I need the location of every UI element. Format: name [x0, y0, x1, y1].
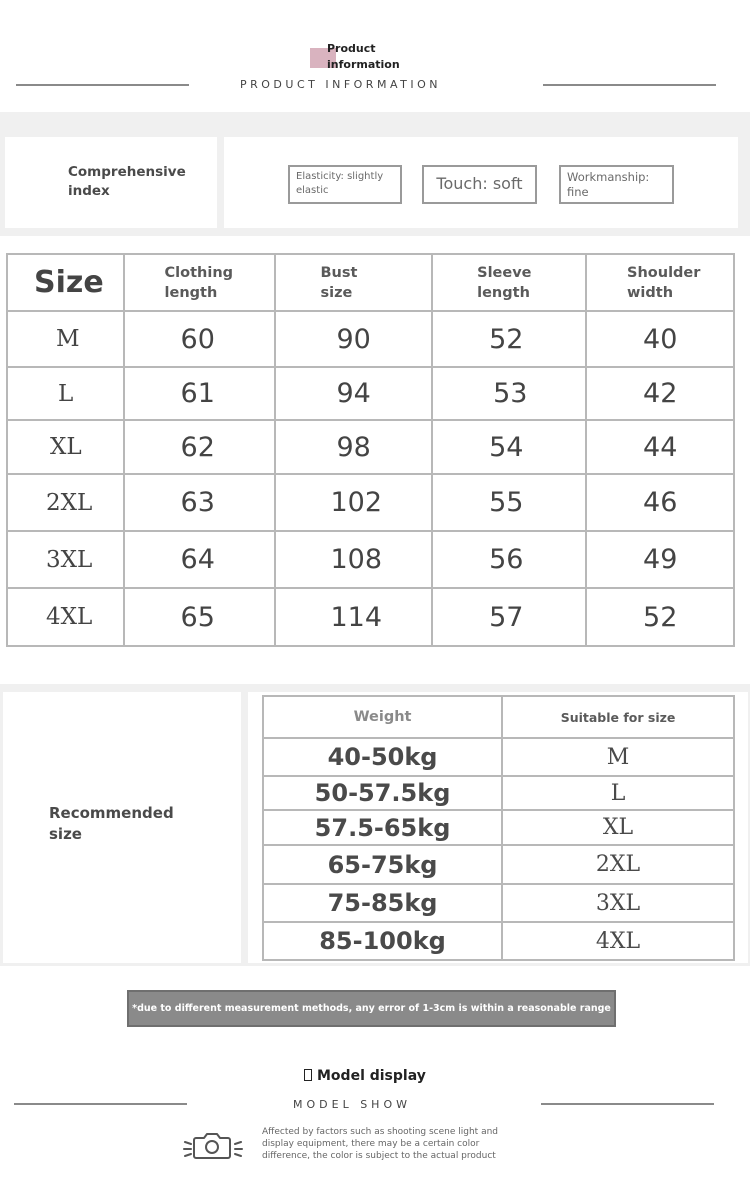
shoulder-width-header: Shoulder width: [586, 254, 734, 311]
model-display-label: Model display: [317, 1068, 426, 1084]
size-cell: L: [7, 367, 124, 420]
recommended-table: [262, 695, 735, 961]
bust-size-header: Bust size: [275, 254, 432, 311]
size-table: [6, 253, 735, 647]
clothing-length-cell: 64: [124, 531, 276, 588]
sleeve-length-cell: 53: [432, 367, 586, 420]
model-right-rule: [541, 1103, 714, 1105]
clothing-length-cell: 63: [124, 474, 276, 531]
touch-tag: Touch: soft: [422, 165, 537, 204]
weight-cell: 65-75kg: [263, 845, 502, 884]
table-row: [7, 367, 734, 420]
sleeve-length-cell: 52: [432, 311, 586, 367]
size-header: Size: [7, 254, 124, 311]
table-row: [7, 420, 734, 474]
suitable-size-header: Suitable for size: [502, 696, 734, 738]
elasticity-tag: Elasticity: slightly elastic: [288, 165, 402, 204]
box-glyph-icon: [304, 1069, 312, 1081]
sleeve-length-cell: 56: [432, 531, 586, 588]
clothing-length-cell: 60: [124, 311, 276, 367]
table-row: [7, 474, 734, 531]
bust-size-cell: 98: [275, 420, 432, 474]
size-table-header-row: [7, 254, 734, 311]
bust-size-cell: 108: [275, 531, 432, 588]
suitable-size-cell: 2XL: [502, 845, 734, 884]
suitable-size-cell: L: [502, 776, 734, 810]
bust-size-cell: 94: [275, 367, 432, 420]
shoulder-width-cell: 40: [586, 311, 734, 367]
weight-cell: 40-50kg: [263, 738, 502, 776]
shoulder-width-cell: 44: [586, 420, 734, 474]
table-row: [7, 531, 734, 588]
recommended-header-row: [263, 696, 734, 738]
camera-icon: [182, 1128, 244, 1164]
header-caption: PRODUCT INFORMATION: [240, 78, 441, 91]
weight-header: Weight: [263, 696, 502, 738]
suitable-size-cell: M: [502, 738, 734, 776]
weight-cell: 50-57.5kg: [263, 776, 502, 810]
table-row: [7, 588, 734, 646]
shoulder-width-cell: 42: [586, 367, 734, 420]
table-row: [263, 884, 734, 922]
table-row: [7, 311, 734, 367]
model-caption: MODEL SHOW: [293, 1098, 411, 1111]
workmanship-tag: Workmanship: fine: [559, 165, 674, 204]
header-small-title: Product information: [327, 42, 400, 71]
table-row: [263, 776, 734, 810]
bust-size-cell: 90: [275, 311, 432, 367]
suitable-size-cell: 4XL: [502, 922, 734, 960]
model-display-title: [304, 1068, 426, 1084]
sleeve-length-cell: 54: [432, 420, 586, 474]
size-cell: M: [7, 311, 124, 367]
clothing-length-header: Clothing length: [124, 254, 276, 311]
table-row: [263, 845, 734, 884]
color-disclaimer: Affected by factors such as shooting scene light and display equipment, there may be a certain color difference, the color is subject to the actual product: [262, 1127, 498, 1161]
suitable-size-cell: 3XL: [502, 884, 734, 922]
weight-cell: 57.5-65kg: [263, 810, 502, 845]
table-row: [263, 922, 734, 960]
clothing-length-cell: 61: [124, 367, 276, 420]
bust-size-cell: 102: [275, 474, 432, 531]
suitable-size-cell: XL: [502, 810, 734, 845]
weight-cell: 75-85kg: [263, 884, 502, 922]
sleeve-length-cell: 57: [432, 588, 586, 646]
shoulder-width-cell: 46: [586, 474, 734, 531]
size-cell: 3XL: [7, 531, 124, 588]
sleeve-length-header: Sleeve length: [432, 254, 586, 311]
header-left-rule: [16, 84, 189, 86]
weight-cell: 85-100kg: [263, 922, 502, 960]
table-row: [263, 738, 734, 776]
size-cell: 2XL: [7, 474, 124, 531]
measurement-note: *due to different measurement methods, any error of 1-3cm is within a reasonable range: [127, 990, 616, 1027]
size-cell: XL: [7, 420, 124, 474]
clothing-length-cell: 62: [124, 420, 276, 474]
clothing-length-cell: 65: [124, 588, 276, 646]
recommended-label: Recommended size: [49, 804, 174, 843]
shoulder-width-cell: 52: [586, 588, 734, 646]
comprehensive-label: Comprehensive index: [68, 164, 186, 199]
sleeve-length-cell: 55: [432, 474, 586, 531]
header-right-rule: [543, 84, 716, 86]
table-row: [263, 810, 734, 845]
model-left-rule: [14, 1103, 187, 1105]
bust-size-cell: 114: [275, 588, 432, 646]
shoulder-width-cell: 49: [586, 531, 734, 588]
size-cell: 4XL: [7, 588, 124, 646]
